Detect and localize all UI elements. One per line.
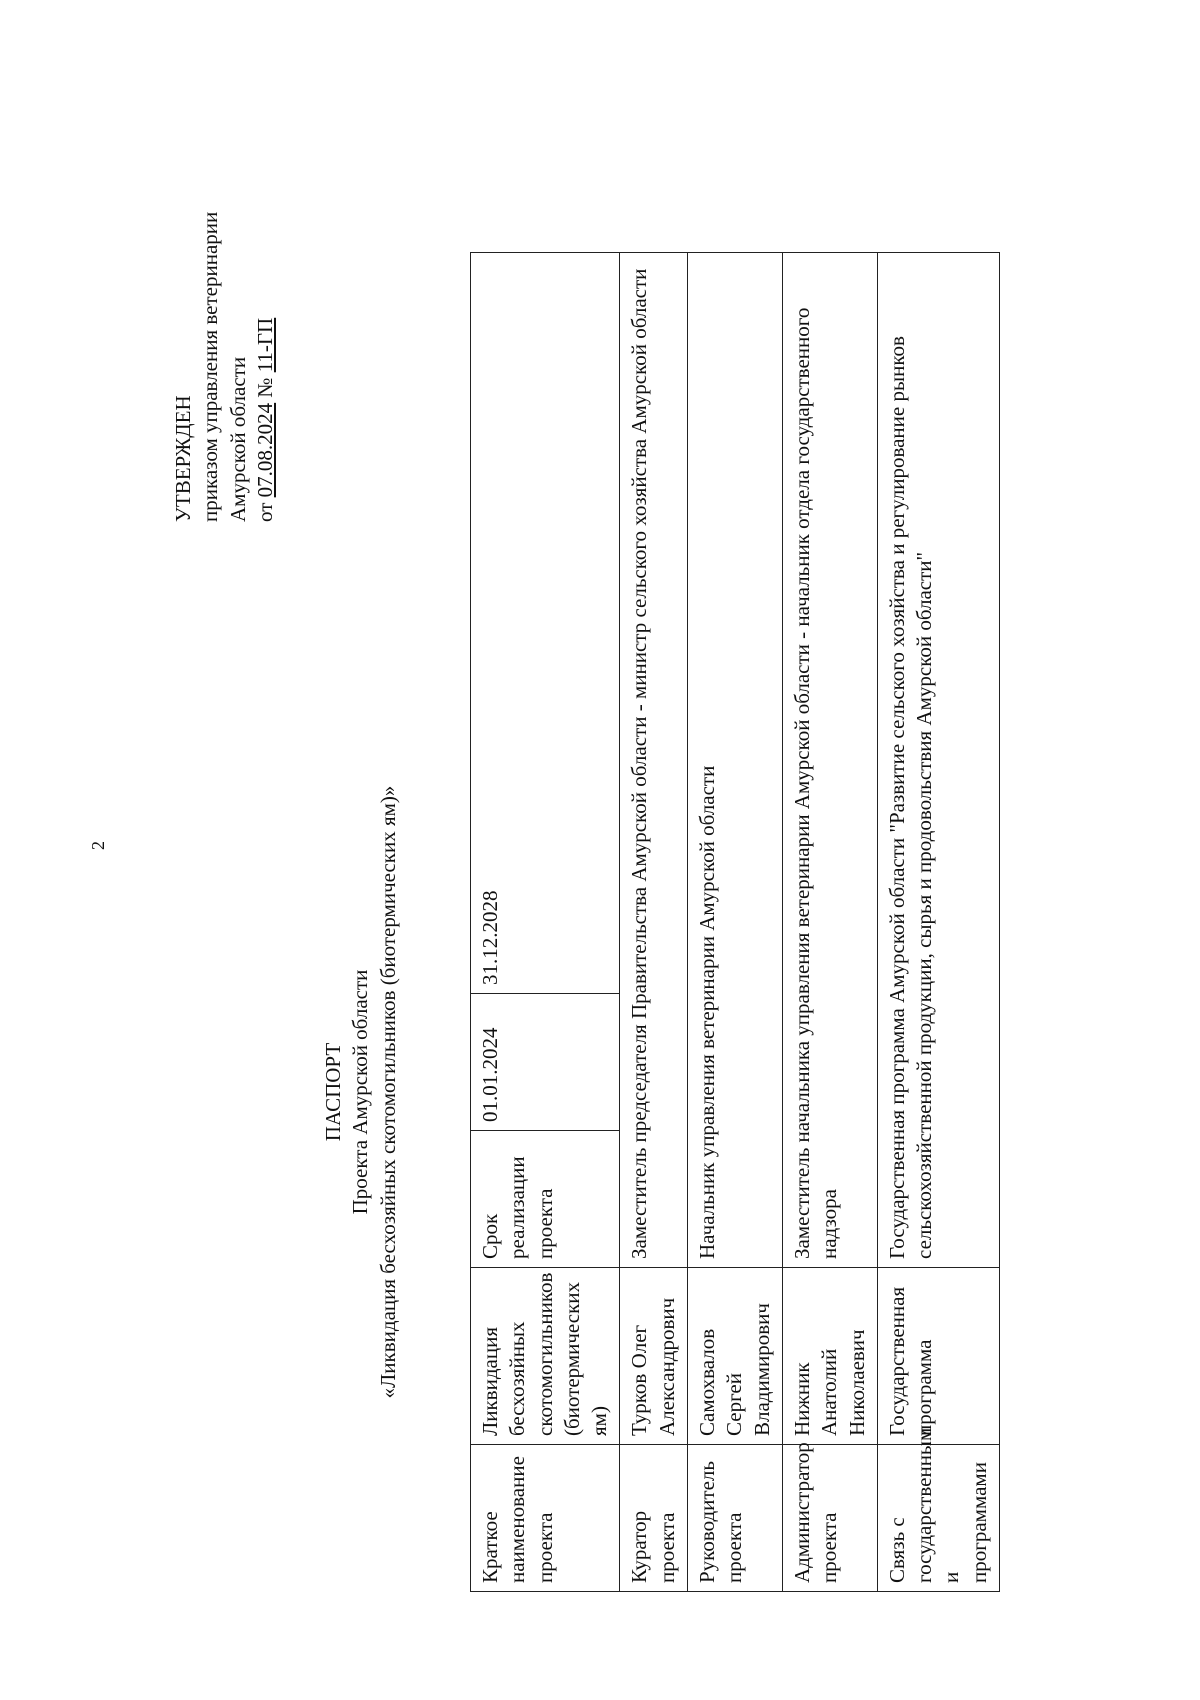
programs-description: Государственная программа Амурской области "Развитие сельского хозяйства и регулирование рынков сельскохозяйственной продукции, сырья и продовольствия Амурской области" — [877, 253, 999, 1268]
document-heading — [320, 572, 402, 1612]
project-name: «Ликвидация бесхозяйных скотомогильников (биотермических ям)» — [375, 785, 400, 1399]
table-row-programs — [877, 253, 999, 1592]
term-end-date: 31.12.2028 — [471, 253, 620, 994]
administrator-position: Заместитель начальника управления ветеринарии Амурской области - начальник отдела государственного надзора — [782, 253, 877, 1268]
document-title: ПАСПОРТ — [321, 1042, 345, 1142]
table-row-manager — [688, 253, 783, 1592]
term-start-date: 01.01.2024 — [471, 994, 620, 1131]
landscape-page — [160, 152, 1060, 1612]
approval-number-prefix: № — [252, 372, 277, 403]
curator-label: Куратор проекта — [620, 1445, 688, 1592]
approval-date: 07.08.2024 — [252, 402, 277, 498]
document-subtitle: Проекта Амурской области — [348, 969, 373, 1215]
administrator-label: Администратор проекта — [782, 1445, 877, 1592]
approval-date-line — [252, 152, 279, 522]
table-row-administrator — [782, 253, 877, 1592]
programs-label: Связь с государственным и программами — [877, 1445, 999, 1592]
manager-label: Руководитель проекта — [688, 1445, 783, 1592]
curator-name: Турков Олег Александрович — [620, 1268, 688, 1445]
term-label: Срок реализации проекта — [471, 1131, 620, 1268]
approval-date-prefix: от — [252, 497, 277, 522]
passport-table — [470, 252, 1000, 1592]
approval-title: УТВЕРЖДЕН — [171, 395, 195, 522]
approval-line-1: приказом управления ветеринарии — [198, 211, 223, 522]
approval-stamp — [170, 152, 279, 522]
page-number: 2 — [88, 841, 108, 850]
short-name-value: Ликвидация бесхозяйных скотомогильников (биотермических ям) — [471, 1268, 620, 1445]
short-name-label: Краткое наименование проекта — [471, 1445, 620, 1592]
manager-name: Самохвалов Сергей Владимирович — [688, 1268, 783, 1445]
approval-line-2: Амурской области — [225, 356, 250, 522]
approval-number: 11-ГП — [252, 317, 277, 373]
manager-position: Начальник управления ветеринарии Амурской области — [688, 253, 783, 1268]
curator-position: Заместитель председателя Правительства Амурской области - министр сельского хозяйства Амурской области — [620, 253, 688, 1268]
programs-type: Государственная программа — [877, 1268, 999, 1445]
table-row-curator — [620, 253, 688, 1592]
table-row-short-name — [471, 253, 620, 1592]
administrator-name: Нижник Анатолий Николаевич — [782, 1268, 877, 1445]
